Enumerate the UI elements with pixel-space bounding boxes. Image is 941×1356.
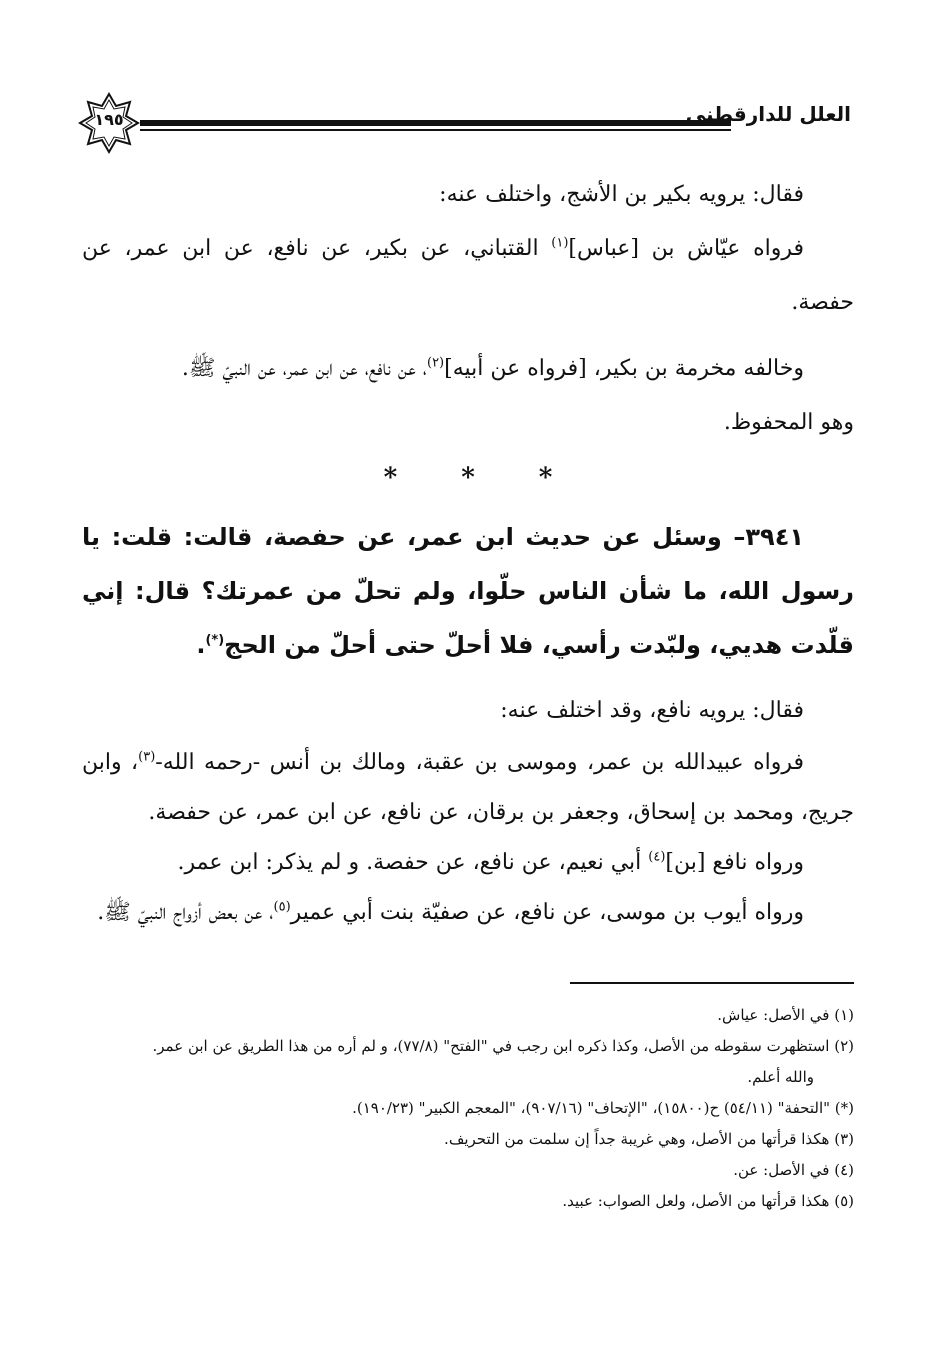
header-rule <box>140 120 731 126</box>
footnote-ref: (*) <box>205 633 225 648</box>
page-number-badge <box>78 92 140 154</box>
question-heading: ٣٩٤١– وسئل عن حديث ابن عمر، عن حفصة، قالت: قلت: يا رسول الله، ما شأن الناس حلّوا، ولم تحلّ من عمرتك؟ قال: إني قلّدت هديي، ولبّدت رأسي، فلا أحلّ حتى أحلّ من الحج(*). <box>82 523 854 659</box>
book-title: العلل للدارقطني <box>685 102 851 126</box>
paragraph: فقال: يرويه بكير بن الأشج، واختلف عنه: <box>439 182 804 207</box>
header-rule-thin <box>140 129 731 131</box>
paragraph: ورواه أيوب بن موسى، عن نافع، عن صفيّة بنت أبي عمير$^{(٥)}$، عن بعض أزواج النبيّ ﷺ. <box>97 899 804 925</box>
footnote-ref: (١) <box>551 235 569 251</box>
page-number: ١٩٥ <box>94 110 124 129</box>
paragraph: ورواه نافع [بن]$^{(٤)}$ أبي نعيم، عن نافع، عن حفصة. و لم يذكر: ابن عمر. <box>177 849 804 875</box>
paragraph: فقال: يرويه نافع، وقد اختلف عنه: <box>500 698 804 723</box>
footnotes <box>82 1000 854 1217</box>
footnote-continuation: والله أعلم. <box>747 1068 814 1086</box>
footnote: (٥) هكذا قرأتها من الأصل، ولعل الصواب: عبيد. <box>562 1192 854 1210</box>
footnote-ref: (٣) <box>138 749 156 765</box>
footnote: (١) في الأصل: عياش. <box>717 1006 854 1024</box>
separator-star: * <box>461 463 475 493</box>
footnote-ref: (٥) <box>273 899 291 915</box>
footnote-ref: (٢) <box>426 355 445 371</box>
footnote: (٢) استظهرت سقوطه من الأصل، وكذا ذكره ابن رجب في "الفتح" (٧٧/٨)، و لم أره من هذا الطريق عن ابن عمر. <box>152 1037 854 1055</box>
separator-star: * <box>538 463 553 493</box>
footnote: (٣) هكذا قرأتها من الأصل، وهي غريبة جداً إن سلمت من التحريف. <box>444 1130 854 1148</box>
footnote: (*) "التحفة" (٥٤/١١) ح(١٥٨٠٠)، "الإتحاف" (٩٠٧/١٦)، "المعجم الكبير" (١٩٠/٢٣). <box>352 1099 854 1117</box>
section-separator <box>82 456 854 496</box>
page-header <box>78 92 851 152</box>
paragraph: وخالفه مخرمة بن بكير، [فرواه عن أبيه]$^{(٢)}$، عن نافع، عن ابن عمر، عن النبيّ ﷺ. <box>181 355 804 381</box>
footnote-ref: (٤) <box>648 849 666 865</box>
footnote: (٤) في الأصل: عن. <box>733 1161 854 1179</box>
paragraph: فرواه عيّاش بن [عباس]$^{(١)}$ القتباني، عن بكير، عن نافع، عن ابن عمر، عن حفصة. <box>82 235 854 315</box>
footnote-separator <box>570 982 854 984</box>
separator-star: * <box>383 463 398 493</box>
paragraph: وهو المحفوظ. <box>723 410 854 435</box>
main-text <box>82 168 854 938</box>
paragraph: فرواه عبيدالله بن عمر، وموسى بن عقبة، ومالك بن أنس -رحمه الله-$^{(٣)}$، وابن جريج، ومحمد بن إسحاق، وجعفر بن برقان، عن نافع، عن ابن عمر، عن حفصة. <box>82 749 854 825</box>
